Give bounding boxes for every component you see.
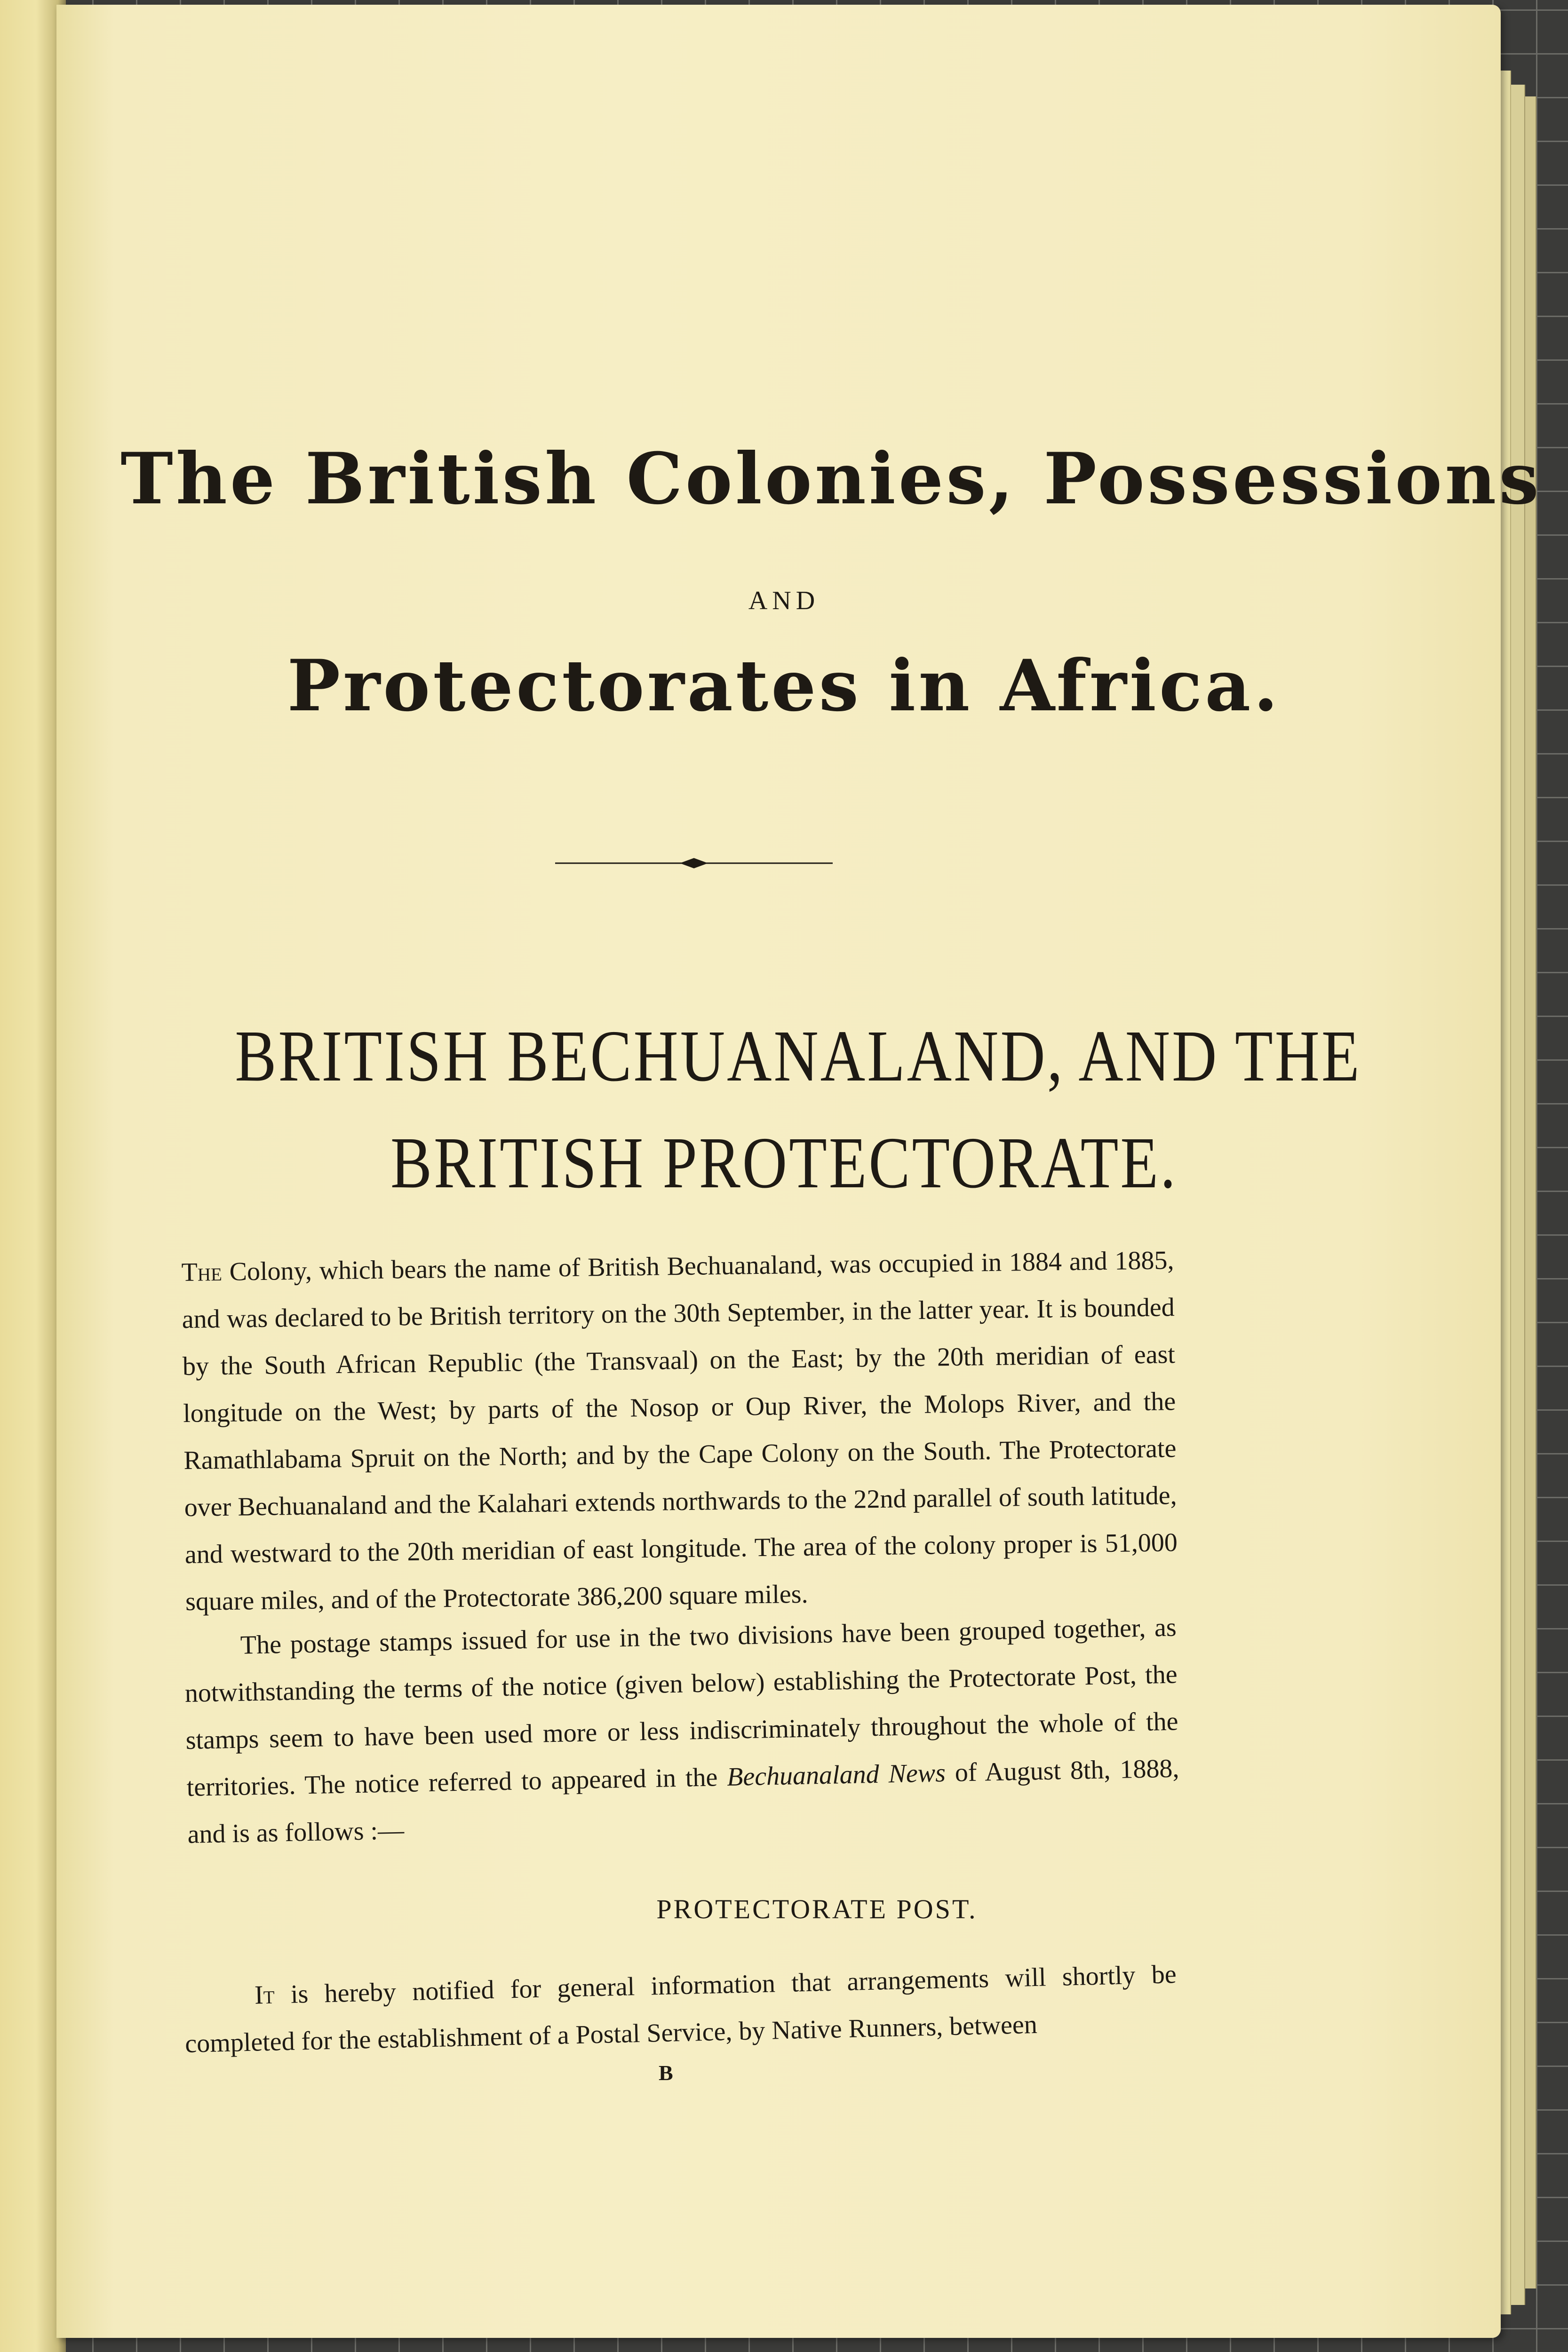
paragraph-stamps: [183, 1604, 1180, 1858]
newspaper-title: Bechuanaland News: [726, 1758, 946, 1792]
signature-mark: B: [659, 2061, 673, 2085]
paragraph-lead: It: [254, 1980, 275, 2010]
title-connector: AND: [748, 586, 820, 615]
paragraph-text: The postage stamps issued for use in the two divisions have been grouped together, as notwithstanding the terms of the notice (given below) establishing the Protectorate Post, the stamps seem to have been used more or less indiscriminately throughout the whole of the territories. The notice referred to appeared in the: [184, 1613, 1179, 1802]
subheading: PROTECTORATE POST.: [656, 1894, 978, 1924]
ornamental-divider: [555, 854, 833, 873]
title-line-1: The British Colonies, Possessions: [120, 437, 1542, 520]
paragraph-lead: The: [181, 1257, 223, 1287]
paragraph-tail: of August 8th, 1888, and is as follows :—: [187, 1754, 1179, 1849]
paragraph-text: Colony, which bears the name of British Bechuanaland, was occupied in 1884 and 1885, and was declared to be British territory on the 30th September, in the latter year. It is bounded by the South African Republic (the Transvaal) on the East; by the 20th meridian of east longitude on the West; by parts of the Nosop or Oup River, the Molops River, and the Ramathlabama Spruit on the North; and by the Cape Colony on the South. The Protectorate over Bechuanaland and the Kalahari extends northwards to the 22nd parallel of south latitude, and westward to the 20th meridian of east longitude. The area of the colony proper is 51,000 square miles, and of the Protectorate 386,200 square miles.: [182, 1246, 1178, 1616]
paragraph-text: is hereby notified for general information that arrangements will shortly be completed for the establishment of a Postal Service, by Native Runners, between: [184, 1960, 1177, 2058]
paragraph-colony: [181, 1237, 1178, 1625]
section-heading-line-1: BRITISH BECHUANALAND, AND THE: [235, 1015, 1361, 1097]
title-line-2: Protectorates in Africa.: [287, 644, 1281, 727]
section-heading-line-2: BRITISH PROTECTORATE.: [390, 1121, 1178, 1204]
